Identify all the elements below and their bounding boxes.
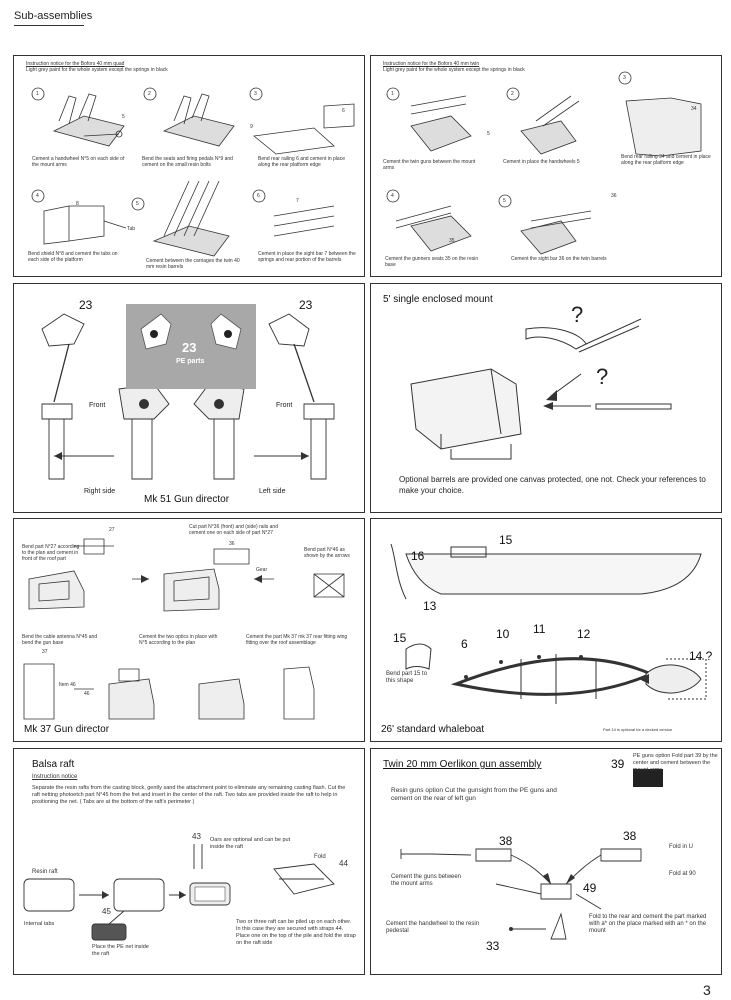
fold-rear-note: Fold to the rear and cement the part marked with a* on the place marked with an * on the mount [589, 914, 707, 934]
part-number-14: 14 ? [689, 649, 713, 663]
step-number-3: 3 [623, 75, 626, 81]
note-5: Cement the two optics in place with N°5 according to the plan [139, 634, 218, 646]
part-label-43: 43 [192, 832, 201, 841]
part-number-23-left: 23 [79, 298, 93, 312]
fold-90-label: Fold at 90 [669, 871, 696, 877]
step5-text: Cement between the carriages the twin 40 mm resin barrels [146, 258, 240, 270]
part-number-15: 15 [499, 533, 513, 547]
page-number: 3 [703, 982, 711, 998]
panel-whaleboat [370, 518, 722, 742]
part-number-38a: 38 [499, 834, 513, 848]
step4-text: Cement the gunners seats 35 on the resin base [385, 256, 479, 268]
header-rule [14, 25, 84, 26]
part-number-11: 11 [533, 622, 546, 636]
step-number-4: 4 [391, 193, 394, 199]
part-label-7: 7 [296, 198, 299, 204]
part-number-12: 12 [577, 627, 591, 641]
left-side-label: Left side [259, 488, 286, 495]
part-label-44: 44 [339, 859, 348, 868]
part-number-33: 33 [486, 939, 500, 953]
panel-mk51-director [13, 283, 365, 513]
panel-subtitle: Light grey paint for the whole system except the springs in black [26, 67, 168, 73]
panel-title: Instruction notice for the Bofors 40 mm twin [383, 61, 480, 67]
step-number-5: 5 [503, 198, 506, 204]
part-number-16: 16 [411, 549, 425, 563]
oerlikon-drawings [371, 749, 721, 974]
panel-balsa-raft [13, 748, 365, 975]
pe-option-note: PE guns option Fold part 39 by the center and cement between the mount arms [633, 753, 718, 773]
guns-note: Cement the guns between the mount arms [391, 874, 462, 887]
step-number-4: 4 [36, 193, 39, 199]
place-pe-note: Place the PE net inside the raft [92, 944, 149, 957]
part-number-13: 13 [423, 599, 437, 613]
panel-caption: Mk 51 Gun director [144, 494, 230, 505]
note-1: Bend part N°27 according to the plan and cement in front of the roof part [22, 544, 80, 562]
part-number-15b: 15 [393, 631, 407, 645]
panel-title: 5' single enclosed mount [383, 294, 493, 305]
part-label-45: 45 [102, 907, 111, 916]
panel-title: Balsa raft [32, 759, 75, 770]
part-number-49: 49 [583, 881, 597, 895]
step-number-6: 6 [257, 193, 260, 199]
part-label-5: 5 [122, 114, 125, 120]
part-label-27: 27 [109, 527, 115, 533]
item-label: Item 46 [59, 682, 76, 688]
step6-text: Cement in place the sight bar 7 between the springs and rear portion of the barrels [258, 251, 356, 263]
part-number-6: 6 [461, 637, 468, 651]
panel-title: Instruction notice for the Bofors 40 mm quad [26, 61, 125, 67]
panel-caption: 26' standard whaleboat [381, 724, 485, 735]
step5-text: Cement the sight bar 36 on the twin barrels [511, 256, 607, 262]
part-number-23-right: 23 [299, 298, 313, 312]
panel-oerlikon [370, 748, 722, 975]
part-label-5: 5 [487, 131, 490, 137]
panel-subtitle: Light grey paint for the whole system except the springs in black [383, 67, 525, 73]
step3-text: Bend rear railing 6 and cement in place along the rear platform edge [258, 156, 345, 168]
part-number-38b: 38 [623, 829, 637, 843]
question-mark-2: ? [596, 364, 609, 389]
step4-text: Bend shield N°8 and cement the tabs on each side of the platform [28, 251, 118, 263]
fold-u-label: Fold in U [669, 844, 694, 850]
step-number-5: 5 [136, 201, 139, 207]
note-6: Cement the part Mk 37 mk 37 rear fitting wing fitting over the roof assemblage [246, 634, 348, 646]
resin-option-note: Resin guns option Cut the gunsight from the PE guns and cement on the rear of left gun [391, 787, 557, 802]
front-label-right: Front [276, 402, 293, 409]
handwheel-note: Cement the handwheel to the resin pedestal [386, 921, 480, 934]
oars-note: Oars are optional and can be put inside the raft [210, 837, 291, 850]
part-label-35: 35 [449, 238, 455, 244]
part-label-36: 36 [229, 541, 235, 547]
step-number-2: 2 [148, 91, 151, 97]
note-3: Bend part N°46 as shown by the arrows [304, 547, 350, 559]
pe-label: PE parts [176, 358, 205, 365]
part-label-6: 6 [342, 108, 345, 114]
instructions-text: Separate the resin rafts from the casting block, gently sand the attachment point to eliminate any remaining casting flash. Cut the raft netting photoetch part N°45 from the fret and insert in the center of the raft. Two tabs are provided inside the raft to help in positioning the net. ( Tabs are at the bottom of the raft's perimeter ) [32, 785, 346, 805]
note-4: Bend the cable antenna N°45 and bend the gun base [22, 634, 98, 646]
internal-tabs-label: Internal tabs [24, 921, 55, 927]
fold-label: Fold [314, 854, 326, 860]
panel-title: Twin 20 mm Oerlikon gun assembly [383, 759, 542, 770]
part-number-10: 10 [496, 627, 510, 641]
part-label-37: 37 [42, 649, 48, 655]
front-label-left: Front [89, 402, 106, 409]
right-side-label: Right side [84, 488, 116, 495]
pe-number: 23 [182, 340, 197, 355]
part-label-34: 34 [691, 106, 697, 112]
part-label-46: 46 [84, 691, 90, 697]
step-number-1: 1 [36, 91, 39, 97]
page-header: Sub-assemblies [14, 10, 93, 22]
pile-note: Two or three raft can be piled up on each other. In this case they are secured with straps 44. Place one on the top of the pile and fold the strap on the raft side [236, 919, 356, 946]
part-label-36: 36 [611, 193, 617, 199]
mount-note: Optional barrels are provided one canvas protected, one not. Check your references to make your choice. [399, 475, 706, 495]
bend-note: Bend part 15 to this shape [386, 671, 428, 684]
panel-bofors-quad [13, 55, 365, 277]
part-number-39: 39 [611, 757, 625, 771]
step1-text: Cement a handwheel N°5 on each side of the mount arms [32, 156, 125, 168]
step-number-1: 1 [391, 91, 394, 97]
step-number-2: 2 [511, 91, 514, 97]
part-label-8: 8 [76, 201, 79, 207]
panel-caption: Mk 37 Gun director [24, 724, 110, 735]
pe-parts-fret [126, 304, 256, 389]
optional-note: Part 14 is optional for a decked version [603, 727, 673, 732]
step2-text: Bend the seats and firing pedals N°9 and cement on the small resin bolts [142, 156, 233, 168]
panel-mk37-director [13, 518, 365, 742]
panel-subtitle: Instruction notice [32, 774, 78, 780]
step1-text: Cement the twin guns between the mount arms [383, 159, 476, 171]
question-mark-1: ? [571, 302, 584, 327]
resin-raft-label: Resin raft [32, 869, 58, 875]
step-number-3: 3 [254, 91, 257, 97]
gear-label: Gear [256, 567, 268, 573]
panel-bofors-twin [370, 55, 722, 277]
tab-label: Tab [127, 226, 136, 232]
note-2: Cut part N°36 (front) and (side) rails and cement one on each side of part N°27 [189, 524, 278, 536]
part-label-9: 9 [250, 124, 253, 130]
step2-text: Cement in place the handwheels 5 [503, 159, 580, 165]
panel-enclosed-mount [370, 283, 722, 513]
step3-text: Bend rear railing 34 and cement in place along the rear platform edge [621, 154, 711, 166]
